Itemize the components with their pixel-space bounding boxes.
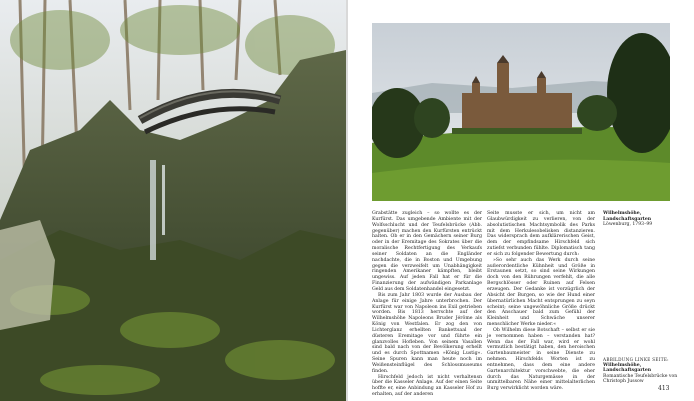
paragraph: Hirschfeld jedoch ist nicht verhaltensn über die Kasseler Anlage. Auf der einen Seite hoffte er, eine Anbindung an Kasseler Hof zu erhalten, auf der anderen — [372, 374, 482, 398]
paragraph: Grabstätte zugleich – so wollte es der Kurfürst. Das umgebende Ambiente mit der Wolfsschlucht und der Teufelsbrücke (Abb. gegenüber) machen den Kurfürsten entrückt halten. Ob er in den Gemächern seiner Burg oder in der Eremitage des Sokrates über die moralische Rechtfertigung des Verkaufs seiner Soldaten an die Engländer nachdachte, die in Boston und Umgebung gegen die verzweifelt um Unabhängigkeit ringenden Amerikaner kämpften, bleibt ungewiss. Auf jeden Fall hat er für die Finanzierung der aufwändigen Parkanlage Geld aus dem Soldatenhandel eingesetzt. — [372, 211, 482, 292]
text-column-2 — [487, 211, 595, 392]
caption-heading: ABBILDUNG LINKE SEITE: — [603, 357, 669, 362]
caption-subtitle: Löwenburg, 1793–99 — [603, 222, 653, 228]
lowenburg-image — [372, 23, 670, 201]
devils-bridge-photo — [0, 0, 346, 401]
text-column-1 — [372, 211, 482, 398]
paragraph: Seite musste er sich, um nicht am Glaubwürdigkeit zu verlieren, von der absolutistischen Machtsymbolik des Parks mit dem Herkulesobelisken distanzieren. Das widersprach dem aufklärerischen Geist, dem der empfindsame Hirschfeld sich zutiefst verbunden fühlte. Diplomatisch tang er sich zu folgender Bewertung durch: — [487, 211, 595, 257]
paragraph: »So sehr auch das Werk durch seine außerordentliche Kühnheit und Größe in Erstaunen setzt, so sind seine Wirkungen doch von den Rührungen verfehlt, die alle Bergschlösser oder Ruinen auf Felsen erzeugen. Der Gedanke ist vorzügrlich der Absicht der Burgen, so wie der Hund einer übernatürlichen Macht entsprungen zu seyn scheint; seine ungewöhnliche Größe drückt den Anschauer bald zum Gefühl der Kleinheit und Schwäche unserer menschlicher Werke nieder.« — [487, 257, 595, 328]
page-number: 413 — [658, 385, 670, 392]
photo-caption — [603, 211, 678, 228]
caption-subtitle: Romantische Teufelsbrücke von Christoph Jussow — [603, 373, 678, 385]
lowenburg-photo — [372, 23, 670, 201]
devils-bridge-image — [0, 0, 346, 401]
paragraph: Bis zum Jahr 1803 wurde der Ausbau der Anlage für einige Jahre unterbrochen. Der Kurfürst war von Napoleon ins Exil getrieben worden. Bis 1813 herrschte auf der Wilhelmshöhe Napoleons Bruder Jérôme als König von Westfalen. Er zog den von Lichterglanz erhellten Bankettsaal der düsteren Eremitage vor und führte ein glanzvolles Hofleben. Von seinem Vasallen sind bald nach von der Bevölkerung erhellt und es durch Spottnamen »König Lustig«. Seine Spuren kann man heute noch im Weißensteinflügel des Schlossmuseums finden. — [372, 292, 482, 374]
side-caption — [603, 357, 678, 385]
right-page — [348, 0, 694, 401]
caption-title: Wilhelmshöhe, Landschaftsgarten — [603, 211, 652, 222]
paragraph: Ob Wilhelm diese Botschaft – selbst er sie je vernommen haben – verstanden hat? Wenn das der Fall war, wird er wohl vermutlich bestätigt haben, den heroischen Gartenbaumeister in seine Dienste zu nehmen. Hirschfelds Worten ist zu entnehmen, dass dem eine andere Gartenarchitektur vorschwebte, die eher durch das Naturgemässe in der unmittelbaren Nähe einer mittelalterlichen Burg verwirklicht worden wäre. — [487, 327, 595, 392]
caption-title: Wilhelmshöhe, Landschaftsgarten — [603, 362, 652, 374]
